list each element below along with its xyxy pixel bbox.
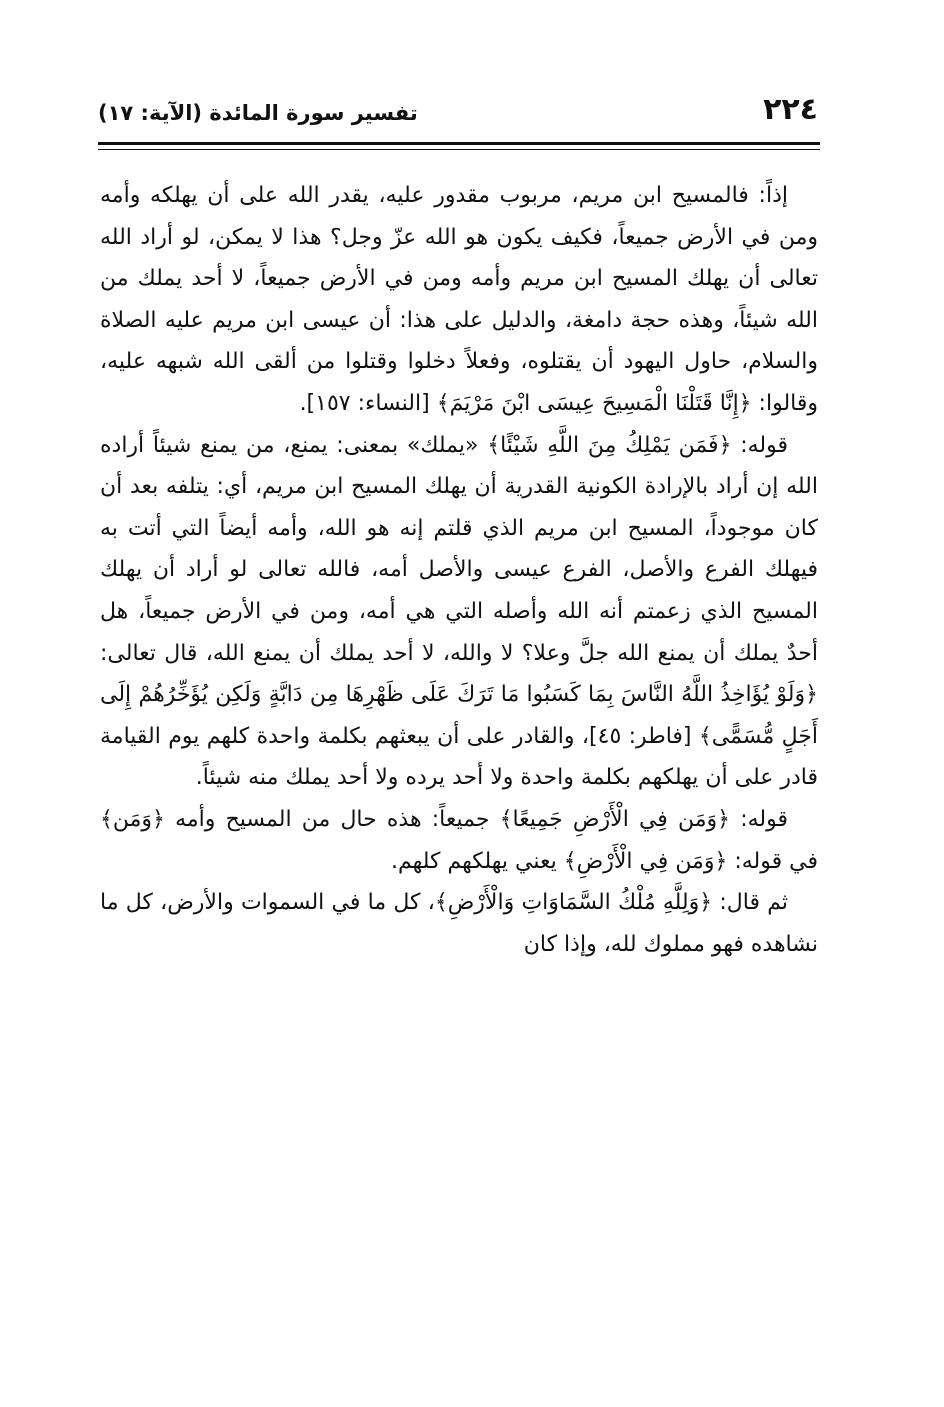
header-rule-thin [98,149,820,150]
paragraph-4: ثم قال: ﴿وَلِلَّهِ مُلْكُ السَّمَاوَاتِ وَالْأَرْضِ﴾، كل ما في السموات والأرض، كل ما نشاهده فهو مملوك لله، وإذا كان [100,890,818,957]
page-number: ٢٢٤ [763,92,818,127]
paragraph-2: قوله: ﴿فَمَن يَمْلِكُ مِنَ اللَّهِ شَيْئًا﴾ «يملك» بمعنى: يمنع، من يمنع شيئاً أراده الله إن أراد بالإرادة الكونية القدرية أن يهلك المسيح ابن مريم، أي: يتلفه بعد أن كان موجوداً، المسيح ابن مريم الذي قلتم إنه هو الله، وأمه أيضاً التي أتت به فيهلك الفرع والأصل، الفرع عيسى والأصل أمه، فالله تعالى لو أراد أن يهلك المسيح الذي زعمتم أنه الله وأصله التي هي أمه، ومن في الأرض جميعاً، هل أحدٌ يملك أن يمنع الله جلَّ وعلا؟ لا والله، لا أحد يملك أن يمنع الله، قال تعالى: ﴿وَلَوْ يُؤَاخِذُ اللَّهُ النَّاسَ بِمَا كَسَبُوا مَا تَرَكَ عَلَى ظَهْرِهَا مِن دَابَّةٍ وَلَكِن يُؤَخِّرُهُمْ إِلَى أَجَلٍ مُّسَمًّى﴾ [فاطر: ٤٥]، والقادر على أن يبعثهم بكلمة واحدة كلهم يوم القيامة قادر على أن يهلكهم بكلمة واحدة ولا أحد يرده ولا أحد يملك منه شيئاً. [100,432,819,791]
paragraph-1: إذاً: فالمسيح ابن مريم، مربوب مقدور عليه، يقدر الله على أن يهلكه وأمه ومن في الأرض جميعاً، فكيف يكون هو الله عزّ وجل؟ هذا لا يمكن، لو أراد الله تعالى أن يهلك المسيح ابن مريم وأمه ومن في الأرض جميعاً، لا أحد يملك من الله شيئاً، وهذه حجة دامغة، والدليل على هذا: أن عيسى ابن مريم عليه الصلاة والسلام، حاول اليهود أن يقتلوه، وفعلاً دخلوا وقتلوا من ألقى الله شبهه عليه، وقالوا: ﴿إِنَّا قَتَلْنَا الْمَسِيحَ عِيسَى ابْنَ مَرْيَمَ﴾ [النساء: ١٥٧]. [100,183,818,416]
page-header [98,88,818,148]
header-rule-thick [98,142,820,145]
running-title: تفسير سورة المائدة (الآية: ١٧) [98,101,418,125]
paragraph-3: قوله: ﴿وَمَن فِي الْأَرْضِ جَمِيعًا﴾ جميعاً: هذه حال من المسيح وأمه ﴿وَمَن﴾ في قوله: ﴿وَمَن فِي الْأَرْضِ﴾ يعني يهلكهم كلهم. [100,806,818,874]
page-body [100,175,818,965]
